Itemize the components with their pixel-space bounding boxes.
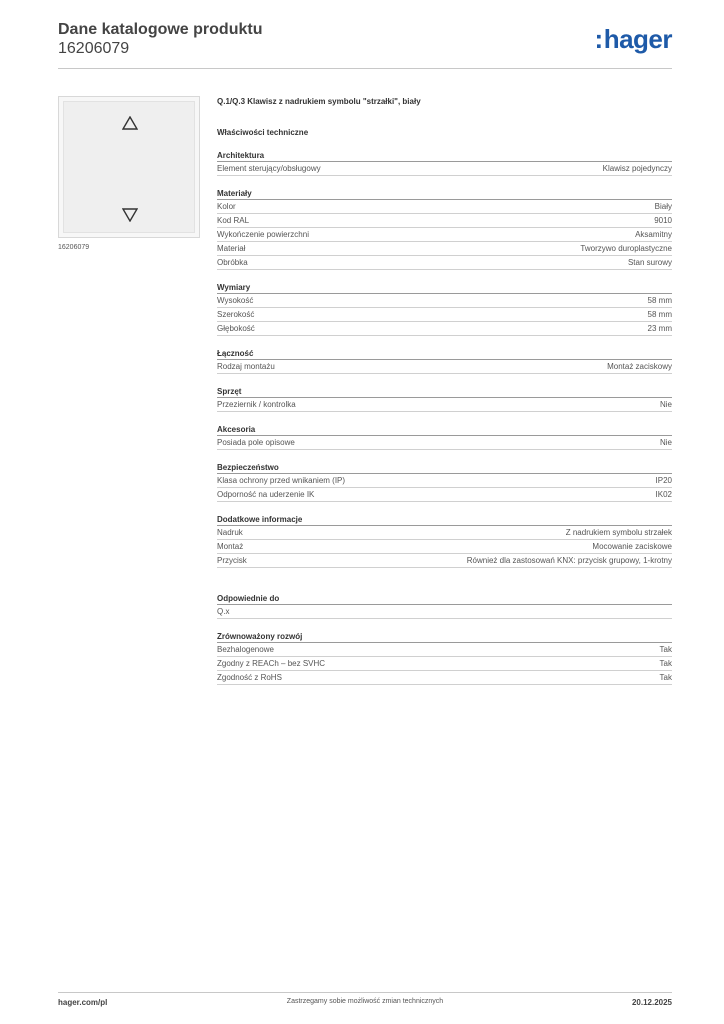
spec-row	[217, 398, 672, 412]
spec-label: Nadruk	[217, 528, 243, 537]
spec-value: Z nadrukiem symbolu strzałek	[565, 528, 672, 537]
spec-value: Klawisz pojedynczy	[602, 164, 672, 173]
spec-value: 58 mm	[647, 310, 672, 319]
spec-row	[217, 657, 672, 671]
product-image	[58, 96, 200, 238]
spec-value: 9010	[654, 216, 672, 225]
spec-label: Montaż	[217, 542, 244, 551]
spec-group	[217, 188, 672, 270]
spacer	[217, 580, 672, 593]
spec-group	[217, 282, 672, 336]
spec-group-title: Zrównoważony rozwój	[217, 631, 672, 643]
spec-group	[217, 386, 672, 412]
spec-group	[217, 348, 672, 374]
spec-value: Nie	[659, 400, 672, 409]
spec-value: Mocowanie zaciskowe	[592, 542, 672, 551]
hager-logo: :hager	[594, 24, 672, 54]
spec-groups	[217, 150, 672, 685]
spec-value: Tworzywo duroplastyczne	[580, 244, 672, 253]
spec-row	[217, 162, 672, 176]
spec-label: Posiada pole opisowe	[217, 438, 295, 447]
spec-row	[217, 671, 672, 685]
spec-group	[217, 462, 672, 502]
spec-label: Materiał	[217, 244, 246, 253]
spec-group-title: Akcesoria	[217, 424, 672, 436]
spec-value: Nie	[659, 438, 672, 447]
spec-row	[217, 554, 672, 568]
spec-row	[217, 256, 672, 270]
footer-divider	[58, 992, 672, 993]
spec-row	[217, 360, 672, 374]
spec-row	[217, 474, 672, 488]
spec-label: Głębokość	[217, 324, 255, 333]
spec-label: Zgodność z RoHS	[217, 673, 282, 682]
spec-label: Szerokość	[217, 310, 255, 319]
spec-group	[217, 593, 672, 619]
spec-value: IP20	[655, 476, 672, 485]
page-header	[58, 20, 672, 70]
spec-row	[217, 242, 672, 256]
spec-group	[217, 424, 672, 450]
spec-group-title: Łączność	[217, 348, 672, 360]
spec-row	[217, 643, 672, 657]
footer-date: 20.12.2025	[631, 998, 672, 1007]
spec-group-title: Bezpieczeństwo	[217, 462, 672, 474]
image-caption: 16206079	[58, 244, 90, 251]
spec-row	[217, 605, 672, 619]
arrow-down-icon	[122, 208, 138, 222]
spec-content	[217, 96, 672, 697]
spec-label: Kod RAL	[217, 216, 250, 225]
spec-value: Biały	[654, 202, 672, 211]
footer-disclaimer: Zastrzegamy sobie możliwość zmian technicznych	[286, 998, 444, 1005]
product-title: Q.1/Q.3 Klawisz z nadrukiem symbolu "strzałki", biały	[217, 97, 421, 106]
spec-value: Tak	[659, 659, 672, 668]
spec-value: Tak	[659, 673, 672, 682]
spec-row	[217, 526, 672, 540]
spec-value: 58 mm	[647, 296, 672, 305]
spec-group	[217, 631, 672, 685]
spec-label: Q.x	[217, 607, 230, 616]
spec-label: Wykończenie powierzchni	[217, 230, 309, 239]
spec-row	[217, 214, 672, 228]
spec-row	[217, 322, 672, 336]
spec-label: Przeziernik / kontrolka	[217, 400, 296, 409]
spec-label: Rodzaj montażu	[217, 362, 275, 371]
spec-label: Bezhalogenowe	[217, 645, 274, 654]
spec-group-title: Sprzęt	[217, 386, 672, 398]
spec-group-title: Architektura	[217, 150, 672, 162]
product-key-face	[63, 101, 195, 233]
spec-group-title: Wymiary	[217, 282, 672, 294]
spec-group-title: Dodatkowe informacje	[217, 514, 672, 526]
arrow-up-icon	[122, 116, 138, 130]
spec-row	[217, 200, 672, 214]
spec-label: Klasa ochrony przed wnikaniem (IP)	[217, 476, 346, 485]
page-title: Dane katalogowe produktu	[58, 21, 263, 38]
spec-row	[217, 294, 672, 308]
spec-group	[217, 150, 672, 176]
spec-value: Również dla zastosowań KNX: przycisk grupowy, 1-krotny	[466, 556, 672, 565]
product-number: 16206079	[58, 40, 130, 57]
spec-row	[217, 308, 672, 322]
spec-group-title: Materiały	[217, 188, 672, 200]
spec-label: Wysokość	[217, 296, 254, 305]
spec-row	[217, 488, 672, 502]
spec-group	[217, 514, 672, 568]
spec-value: Stan surowy	[627, 258, 672, 267]
spec-label: Zgodny z REACh – bez SVHC	[217, 659, 326, 668]
spec-row	[217, 436, 672, 450]
spec-value: Aksamitny	[635, 230, 672, 239]
spec-value: Montaż zaciskowy	[607, 362, 672, 371]
logo-text: hager	[603, 24, 672, 54]
spec-label: Przycisk	[217, 556, 247, 565]
spec-label: Odporność na uderzenie IK	[217, 490, 315, 499]
spec-group-title: Odpowiednie do	[217, 593, 672, 605]
spec-row	[217, 540, 672, 554]
spec-label: Obróbka	[217, 258, 248, 267]
spec-value: 23 mm	[647, 324, 672, 333]
spec-row	[217, 228, 672, 242]
header-divider	[58, 68, 672, 69]
spec-label: Kolor	[217, 202, 236, 211]
spec-value: IK02	[655, 490, 672, 499]
spec-label: Element sterujący/obsługowy	[217, 164, 321, 173]
spec-value: Tak	[659, 645, 672, 654]
section-heading: Właściwości techniczne	[217, 128, 309, 137]
footer-website[interactable]: hager.com/pl	[58, 998, 108, 1007]
